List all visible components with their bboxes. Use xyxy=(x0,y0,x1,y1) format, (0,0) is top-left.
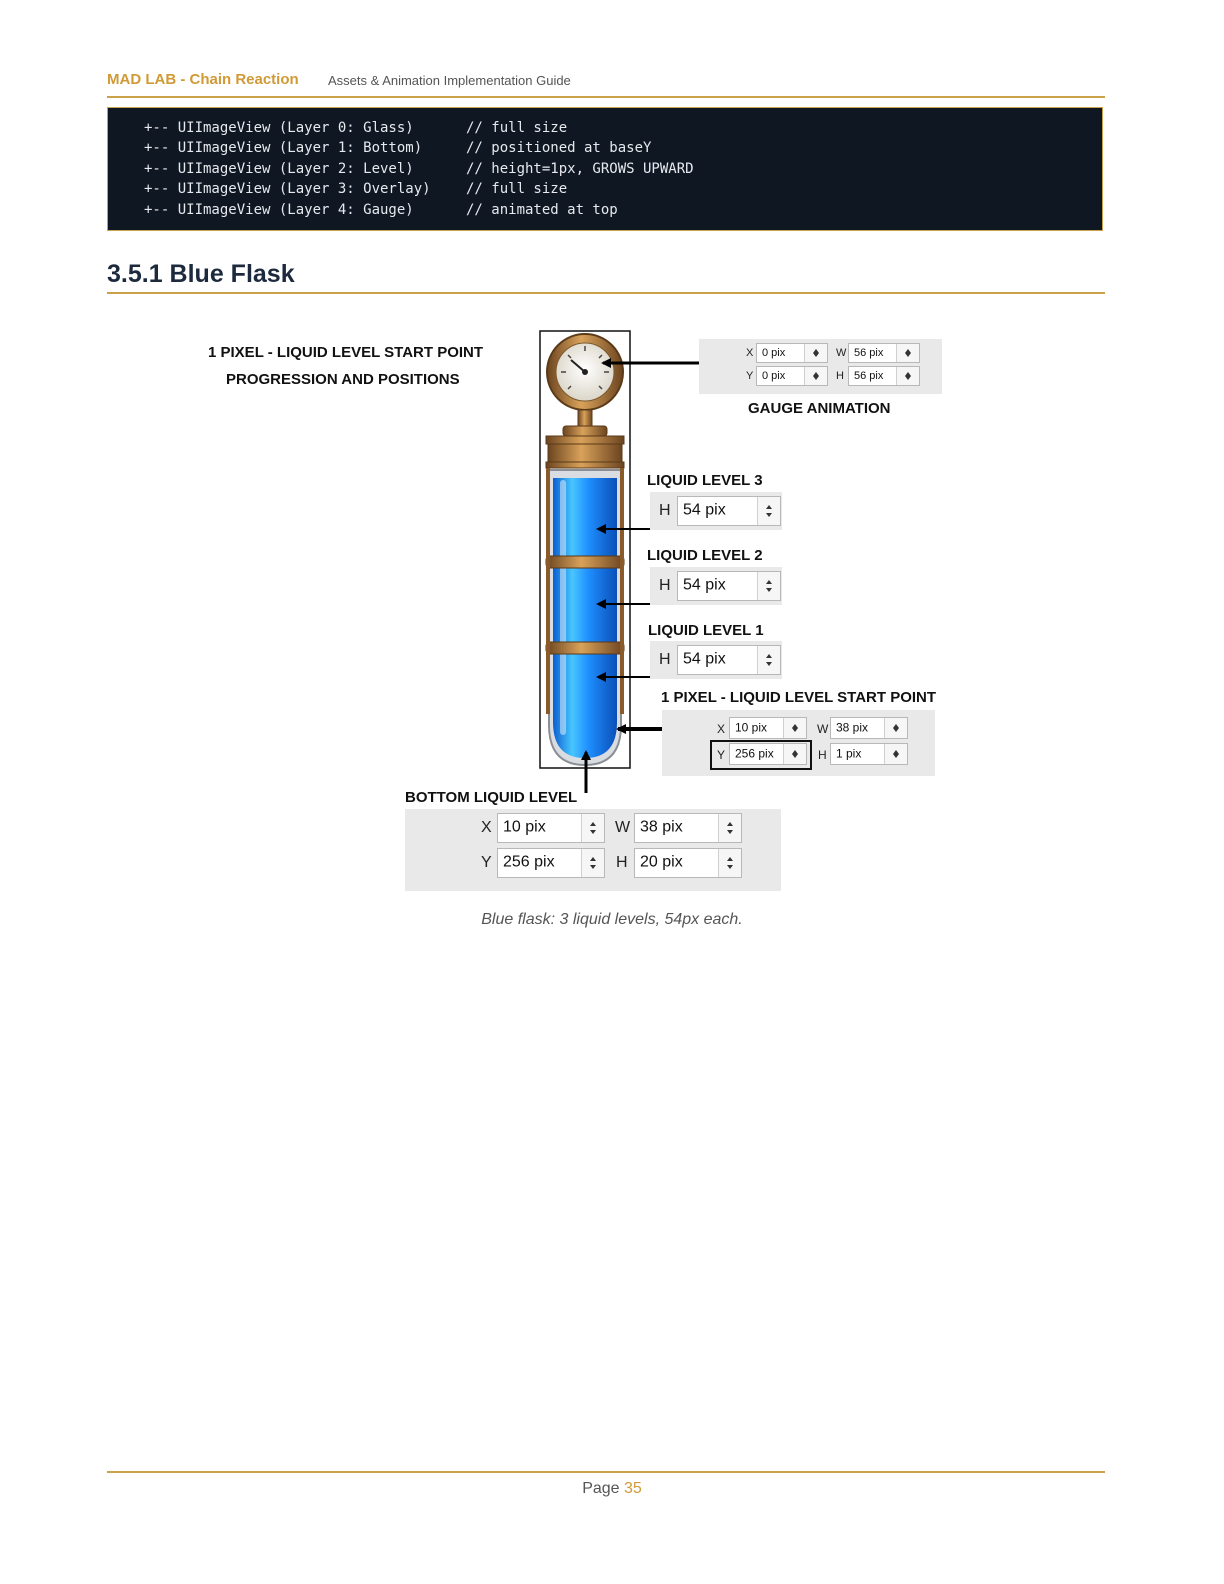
page-footer xyxy=(0,1480,1224,1498)
start-y-field[interactable]: 256 pix xyxy=(729,743,807,765)
code-comment: // animated at top xyxy=(466,202,618,218)
axis-w-label: W xyxy=(615,819,631,836)
code-text: +-- UIImageView (Layer 1: Bottom) xyxy=(144,140,423,156)
code-text: +-- UIImageView (Layer 2: Level) xyxy=(144,161,414,177)
bottom-transform-panel xyxy=(405,809,781,891)
gauge-x-field[interactable]: 0 pix xyxy=(756,343,828,363)
level-3-label: LIQUID LEVEL 3 xyxy=(647,472,763,489)
bottom-x-field[interactable]: 10 pix xyxy=(497,813,605,843)
axis-y-label: Y xyxy=(481,854,492,871)
axis-h-label: H xyxy=(836,370,844,382)
code-comment: // positioned at baseY xyxy=(466,140,652,156)
axis-h-label: H xyxy=(659,651,671,668)
axis-h-label: H xyxy=(616,854,628,871)
start-point-transform-panel xyxy=(662,710,935,776)
level-2-panel xyxy=(650,567,782,605)
figure-caption: Blue flask: 3 liquid levels, 54px each. xyxy=(481,911,743,928)
code-comment: // height=1px, GROWS UPWARD xyxy=(466,161,694,177)
axis-h-label: H xyxy=(659,577,671,594)
gauge-w-field[interactable]: 56 pix xyxy=(848,343,920,363)
level-3-panel xyxy=(650,492,782,530)
gauge-transform-panel xyxy=(699,339,942,394)
header-brand: MAD LAB - Chain Reaction xyxy=(107,71,299,88)
level-3-height-field[interactable]: 54 pix xyxy=(677,496,781,526)
axis-x-label: X xyxy=(481,819,492,836)
gauge-h-field[interactable]: 56 pix xyxy=(848,366,920,386)
section-title: 3.5.1 Blue Flask xyxy=(107,260,1105,294)
intro-line-2: PROGRESSION AND POSITIONS xyxy=(226,371,460,388)
footer-divider xyxy=(107,1471,1105,1473)
gauge-y-field[interactable]: 0 pix xyxy=(756,366,828,386)
page-number: 35 xyxy=(624,1480,642,1497)
axis-x-label: X xyxy=(717,722,726,736)
level-2-label: LIQUID LEVEL 2 xyxy=(647,547,763,564)
code-text: +-- UIImageView (Layer 0: Glass) xyxy=(144,120,414,136)
level-2-height-field[interactable]: 54 pix xyxy=(677,571,781,601)
code-comment: // full size xyxy=(466,120,568,136)
axis-w-label: W xyxy=(817,722,829,736)
level-1-panel xyxy=(650,641,782,679)
bottom-w-field[interactable]: 38 pix xyxy=(634,813,742,843)
code-text: +-- UIImageView (Layer 3: Overlay) xyxy=(144,181,431,197)
intro-line-1: 1 PIXEL - LIQUID LEVEL START POINT xyxy=(208,344,484,361)
level-1-height-field[interactable]: 54 pix xyxy=(677,645,781,675)
axis-x-label: X xyxy=(746,347,754,359)
axis-y-label: Y xyxy=(717,748,726,762)
start-point-label: 1 PIXEL - LIQUID LEVEL START POINT xyxy=(661,689,937,706)
bottom-y-field[interactable]: 256 pix xyxy=(497,848,605,878)
bottom-h-field[interactable]: 20 pix xyxy=(634,848,742,878)
bottom-level-label: BOTTOM LIQUID LEVEL xyxy=(405,789,578,806)
page-label: Page xyxy=(582,1480,620,1497)
axis-y-label: Y xyxy=(746,370,754,382)
axis-w-label: W xyxy=(836,347,847,359)
start-h-field[interactable]: 1 pix xyxy=(830,743,908,765)
level-1-label: LIQUID LEVEL 1 xyxy=(648,622,764,639)
gauge-animation-label: GAUGE ANIMATION xyxy=(748,400,891,417)
start-x-field[interactable]: 10 pix xyxy=(729,717,807,739)
axis-h-label: H xyxy=(818,748,827,762)
start-w-field[interactable]: 38 pix xyxy=(830,717,908,739)
header-subtitle: Assets & Animation Implementation Guide xyxy=(328,73,571,88)
axis-h-label: H xyxy=(659,502,671,519)
code-text: +-- UIImageView (Layer 4: Gauge) xyxy=(144,202,414,218)
code-comment: // full size xyxy=(466,181,568,197)
